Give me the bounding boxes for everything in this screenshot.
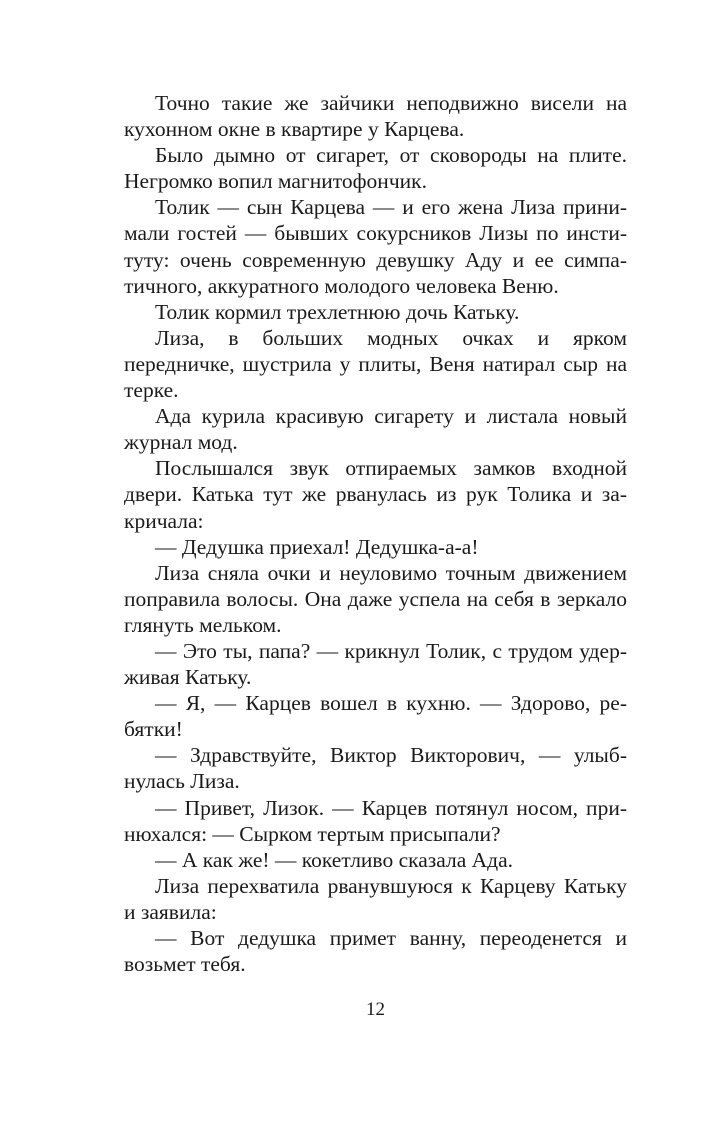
dialogue-line: — Привет, Лизок. — Карцев потянул носом, принюхался: — Сырком тертым присыпали? — [124, 795, 627, 846]
page-text — [124, 90, 627, 977]
page-number: 12 — [366, 999, 385, 1020]
dialogue-line: — Вот дедушка примет ванну, переоденется и возьмет тебя. — [124, 926, 627, 977]
dialogue-line: — Это ты, папа? — крикнул Толик, с трудом удерживая Катьку. — [124, 638, 627, 690]
paragraph: Лиза перехватила рванувшуюся к Карцеву Катьку и заявила: — [124, 873, 627, 924]
paragraph: Ада курила красивую сигарету и листала новый журнал мод. — [124, 404, 627, 455]
paragraph: Толик кормил трехлетнюю дочь Катьку. — [155, 299, 520, 324]
paragraph: Толик — сын Карцева — и его жена Лиза принимали гостей — бывших сокурсников Лизы по институту: очень современную девушку Аду и ее симпатичного, аккуратного молодого человека Веню. — [124, 195, 627, 298]
paragraph: Лиза сняла очки и неуловимо точным движением поправила волосы. Она даже успела на себя в зеркало глянуть мельком. — [124, 560, 627, 637]
dialogue-line: — Здравствуйте, Виктор Викторович, — улыбнулась Лиза. — [124, 743, 627, 794]
paragraph: Было дымно от сигарет, от сковороды на плите. Негромко вопил магнитофончик. — [124, 143, 627, 194]
paragraph: Лиза, в больших модных очках и ярком передничке, шустрила у плиты, Веня натирал сыр на терке. — [124, 325, 627, 403]
paragraph: Послышался звук отпираемых замков входной двери. Катька тут же рванулась из рук Толика и закричала: — [124, 456, 627, 533]
dialogue-line: — Я, — Карцев вошел в кухню. — Здорово, ребятки! — [124, 691, 627, 742]
dialogue-line: — А как же! — кокетливо сказала Ада. — [155, 847, 514, 872]
book-page — [124, 90, 627, 977]
paragraph: Точно такие же зайчики неподвижно висели на кухонном окне в квартире у Карцева. — [124, 91, 627, 142]
dialogue-line: — Дедушка приехал! Дедушка-а-а! — [155, 534, 479, 559]
